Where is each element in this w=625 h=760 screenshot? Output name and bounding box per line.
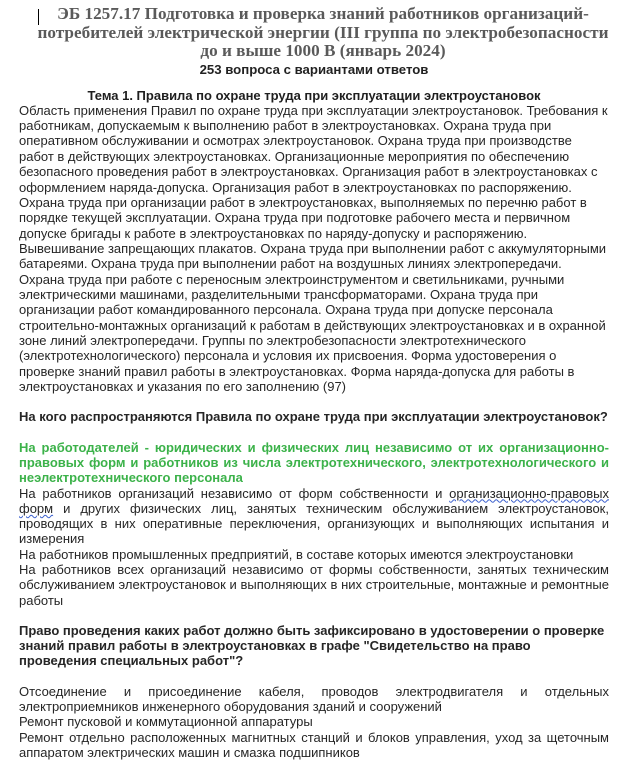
question-text: Право проведения каких работ должно быть зафиксировано в удостоверении о проверке знаний правил работы в электроустановках в графе "Свидетельство на право проведения специальных работ"? [19, 622, 605, 669]
answer-item [19, 486, 609, 547]
answer-item: Ремонт отдельно расположенных магнитных станций и блоков управления, уход за щеточным аппаратом электрических машин и смазка подшипников [19, 729, 609, 760]
answer-item: Ремонт пусковой и коммутационной аппаратуры [19, 714, 313, 730]
answer-text-end: и других физических лиц, занятых техническим обслуживанием электроустановок, проводящих в них оперативные переключения, организующих и выполняющих испытания и измерения [19, 500, 609, 547]
document-subtitle: 253 вопроса с вариантами ответов [199, 61, 429, 77]
answer-text-start: На работников организаций независимо от форм собственности и [19, 485, 450, 501]
document-page [19, 5, 609, 760]
question-block [19, 409, 609, 608]
answer-list [19, 440, 609, 608]
question-text: На кого распространяются Правила по охране труда при эксплуатации электроустановок? [19, 409, 608, 425]
answer-item-correct: На работодателей - юридических и физических лиц независимо от их организационно-правовых форм и работников из числа электротехнического, электротехнологического и неэлектротехнического персонала [19, 439, 609, 486]
topic-section [19, 88, 609, 395]
spellcheck-flagged-text: организационно-правовых форм [19, 485, 609, 516]
document-title: ЭБ 1257.17 Подготовка и проверка знаний работников организаций-потребителей электрической энергии (III группа по электробезопасности до и выше 1000 В (январь 2024) [37, 4, 609, 60]
answer-item: На работников всех организаций независимо от формы собственности, занятых техническим обслуживанием электроустановок и выполняющих в них строительные, монтажные и ремонтные работы [19, 562, 609, 608]
question-block [19, 623, 609, 760]
topic-title: Тема 1. Правила по охране труда при эксплуатации электроустановок [87, 87, 541, 103]
answer-item: На работников промышленных предприятий, в составе которых имеются электроустановки [19, 546, 574, 562]
answer-list [19, 684, 609, 760]
answer-item: Отсоединение и присоединение кабеля, проводов электродвигателя и отдельных электроприемников инженерного оборудования зданий и сооружений [19, 683, 609, 715]
topic-description: Область применения Правил по охране труда при эксплуатации электроустановок. Требования к работникам, допускаемым к выполнению работ в электроустановках. Охрана труда при оперативном обслуживании и осмотрах электроустановок. Охрана труда при производстве работ в действующих электроустановках. Организационные мероприятия по обеспечению безопасного проведения работ в электроустановках. Организация работ в электроустановках с оформлением наряда-допуска. Организация работ в электроустановках по распоряжению. Охрана труда при организации работ в электроустановках, выполняемых по перечню работ в порядке текущей эксплуатации. Охрана труда при подготовке рабочего места и первичном допуске бригады к работе в электроустановках по наряду-допуску и распоряжению. Вывешивание запрещающих плакатов. Охрана труда при выполнении работ с аккумуляторными батареями. Охрана труда при выполнении работ на воздушных линиях электропередачи. Охрана труда при работе с переносным электроинструментом и светильниками, ручными электрическими машинами, разделительными трансформаторами. Охрана труда при организации работ командированного персонала. Охрана труда при допуске персонала строительно-монтажных организаций к работам в действующих электроустановках и в охранной зоне линий электропередачи. Группы по электробезопасности электротехнического (электротехнологического) персонала и условия их присвоения. Форма удостоверения о проверке знаний правил работы в электроустановках. Форма наряда-допуска для работы в электроустановках и указания по его заполнению (97) [19, 102, 608, 394]
